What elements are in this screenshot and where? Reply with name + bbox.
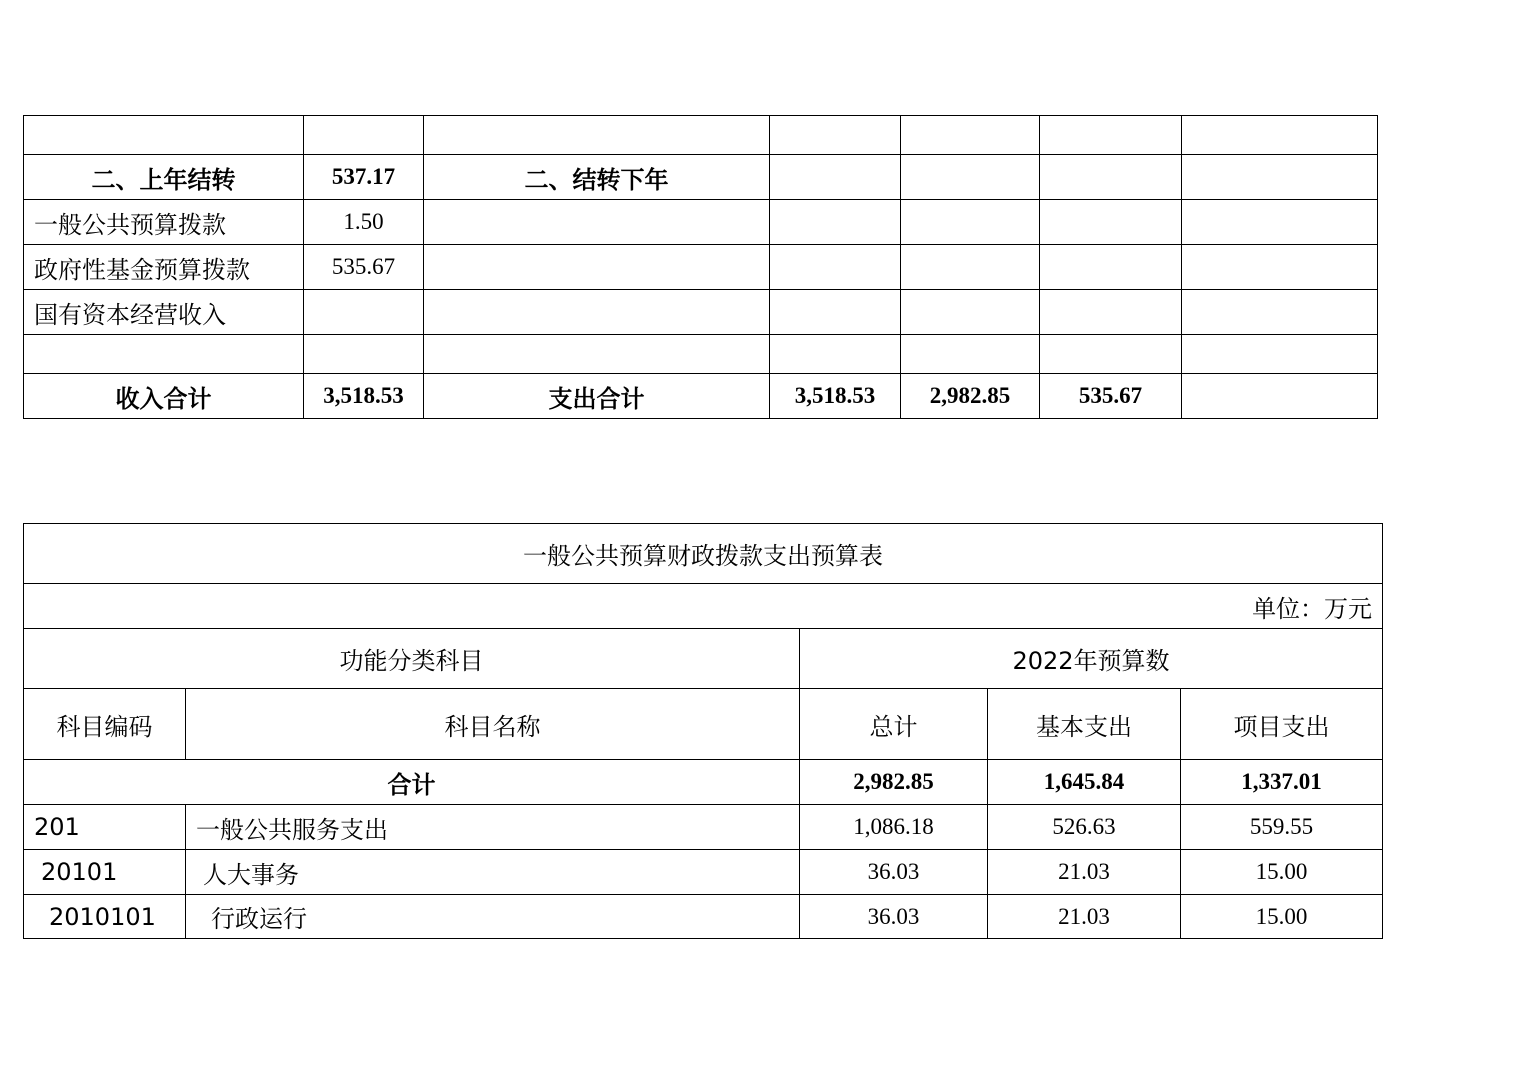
expense-total-label: 支出合计	[424, 374, 770, 419]
carryover-expense-label: 二、结转下年	[424, 155, 770, 200]
table-title: 一般公共预算财政拨款支出预算表	[24, 524, 1383, 584]
total-label: 合计	[24, 760, 800, 805]
income-total-label: 收入合计	[24, 374, 304, 419]
subject-basic: 21.03	[988, 850, 1181, 895]
table-cell	[901, 116, 1040, 155]
table-cell	[901, 290, 1040, 335]
table-cell	[424, 335, 770, 374]
expense-total-value: 3,518.53	[770, 374, 901, 419]
subject-project: 15.00	[1181, 850, 1383, 895]
table-row	[24, 584, 1383, 629]
row-label: 国有资本经营收入	[24, 290, 304, 335]
subject-total: 36.03	[800, 895, 988, 939]
table-cell	[770, 335, 901, 374]
row-value: 1.50	[304, 200, 424, 245]
row-label: 一般公共预算拨款	[24, 200, 304, 245]
table-cell	[770, 290, 901, 335]
table-cell	[1182, 155, 1378, 200]
table-row	[24, 116, 1378, 155]
table-cell	[1040, 335, 1182, 374]
table-cell	[901, 335, 1040, 374]
table-cell	[424, 290, 770, 335]
table-cell	[770, 200, 901, 245]
col-header-name: 科目名称	[186, 689, 800, 760]
table-cell	[1182, 290, 1378, 335]
table-cell	[1182, 245, 1378, 290]
subject-name: 人大事务	[186, 850, 800, 895]
table-cell	[1040, 290, 1182, 335]
table-cell	[24, 116, 304, 155]
table-row	[24, 155, 1378, 200]
budget-expenditure-table	[23, 523, 1383, 939]
table-cell	[901, 200, 1040, 245]
table-row	[24, 524, 1383, 584]
col-header-project: 项目支出	[1181, 689, 1383, 760]
table-row	[24, 689, 1383, 760]
table-cell	[770, 155, 901, 200]
table-row	[24, 895, 1383, 939]
subject-project: 15.00	[1181, 895, 1383, 939]
table-cell	[1040, 116, 1182, 155]
table-row	[24, 374, 1378, 419]
expense-total-project: 535.67	[1040, 374, 1182, 419]
table-cell	[304, 116, 424, 155]
subject-code: 2010101	[24, 895, 186, 939]
table-cell	[1182, 335, 1378, 374]
col-header-code: 科目编码	[24, 689, 186, 760]
total-value: 2,982.85	[800, 760, 988, 805]
subject-basic: 21.03	[988, 895, 1181, 939]
table-cell	[770, 245, 901, 290]
table-cell	[1040, 200, 1182, 245]
table-cell	[1182, 374, 1378, 419]
row-label: 政府性基金预算拨款	[24, 245, 304, 290]
table-cell	[1040, 245, 1182, 290]
subject-project: 559.55	[1181, 805, 1383, 850]
table-cell	[1182, 116, 1378, 155]
income-expense-table	[23, 115, 1378, 419]
table-cell	[424, 245, 770, 290]
table-row	[24, 290, 1378, 335]
group-header-budget: 2022年预算数	[800, 629, 1383, 689]
table-row	[24, 335, 1378, 374]
income-total-value: 3,518.53	[304, 374, 424, 419]
total-basic: 1,645.84	[988, 760, 1181, 805]
table-cell	[424, 116, 770, 155]
subject-name: 行政运行	[186, 895, 800, 939]
table-cell	[304, 335, 424, 374]
total-project: 1,337.01	[1181, 760, 1383, 805]
subject-total: 1,086.18	[800, 805, 988, 850]
carryover-income-label: 二、上年结转	[24, 155, 304, 200]
col-header-basic: 基本支出	[988, 689, 1181, 760]
subject-total: 36.03	[800, 850, 988, 895]
table-row	[24, 245, 1378, 290]
table-row	[24, 850, 1383, 895]
table-row	[24, 805, 1383, 850]
subject-code: 201	[24, 805, 186, 850]
table-cell	[1182, 200, 1378, 245]
table-cell	[424, 200, 770, 245]
table-row	[24, 629, 1383, 689]
table-cell	[770, 116, 901, 155]
col-header-total: 总计	[800, 689, 988, 760]
table-row	[24, 200, 1378, 245]
expense-total-basic: 2,982.85	[901, 374, 1040, 419]
table-cell	[1040, 155, 1182, 200]
table-cell	[24, 335, 304, 374]
row-value: 535.67	[304, 245, 424, 290]
row-value	[304, 290, 424, 335]
subject-name: 一般公共服务支出	[186, 805, 800, 850]
subject-basic: 526.63	[988, 805, 1181, 850]
table-cell	[901, 245, 1040, 290]
unit-label: 单位：万元	[24, 584, 1383, 629]
subject-code: 20101	[24, 850, 186, 895]
carryover-income-value: 537.17	[304, 155, 424, 200]
table-cell	[901, 155, 1040, 200]
total-row	[24, 760, 1383, 805]
group-header-function: 功能分类科目	[24, 629, 800, 689]
